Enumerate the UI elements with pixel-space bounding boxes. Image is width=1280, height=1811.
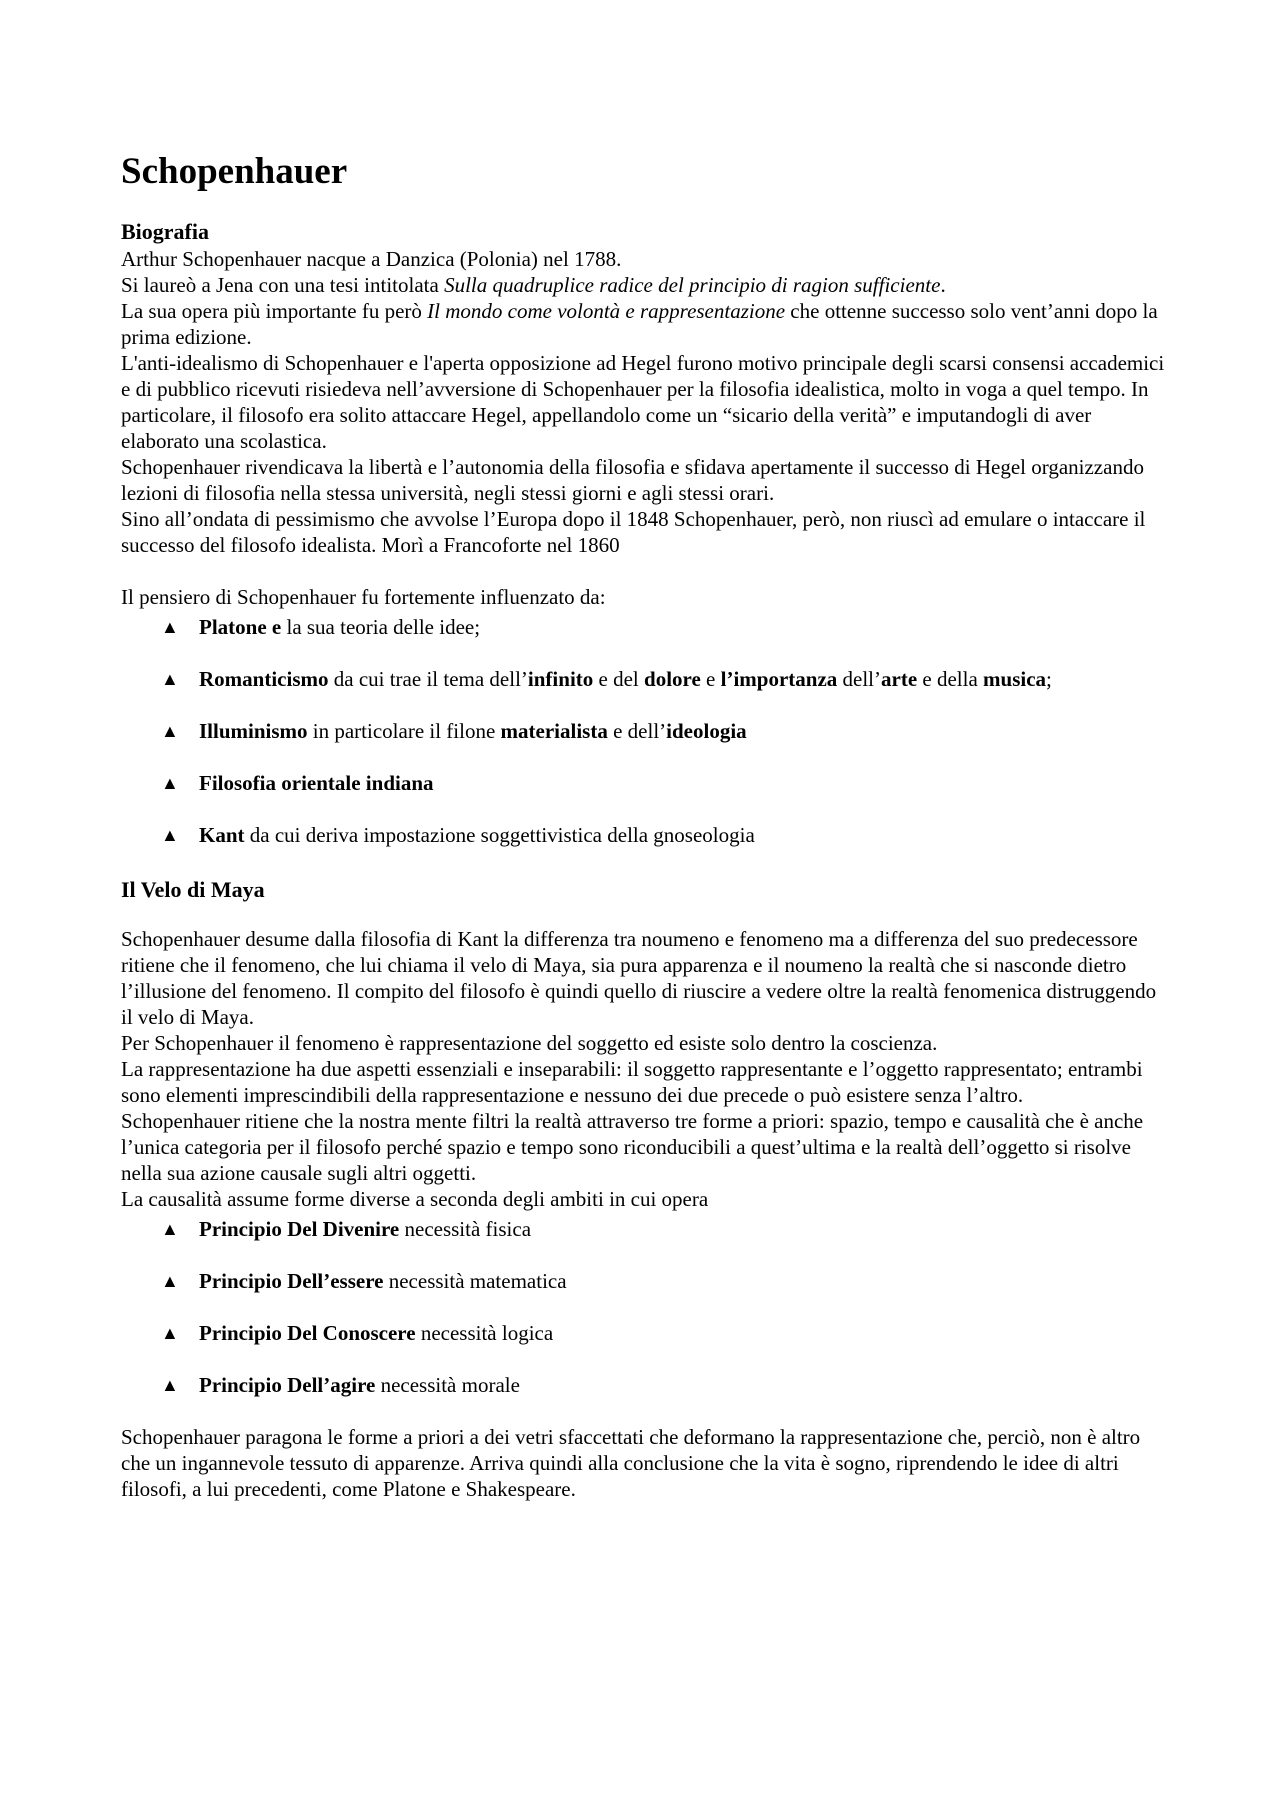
triangle-bullet-icon: ▲ [161, 1375, 179, 1395]
list-item: ▲ Platone e la sua teoria delle idee; [161, 615, 481, 639]
section-heading-velo-di-maya: Il Velo di Maya [121, 877, 265, 902]
list-item: ▲ Principio Dell’agire necessità morale [161, 1373, 520, 1397]
maya-paragraph: Schopenhauer desume dalla filosofia di Kant la differenza tra noumeno e fenomeno ma a differenza del suo predecessore ritiene che il fenomeno, che lui chiama il velo di Maya, sia pura apparenza e il noumeno la realtà che si nasconde dietro l’illusione del fenomeno. Il compito del filosofo è quindi quello di riuscire a vedere oltre la realtà fenomenica distruggendo il velo di Maya. [121, 927, 1157, 1029]
triangle-bullet-icon: ▲ [161, 669, 179, 689]
maya-paragraph: Schopenhauer ritiene che la nostra mente filtri la realtà attraverso tre forme a priori: spazio, tempo e causalità che è anche l’unica categoria per il filosofo perché spazio e tempo sono riconducibili a quest’ultima e la realtà dell’oggetto si risolve nella sua azione causale sugli altri oggetti. [121, 1109, 1144, 1185]
list-item: ▲ Illuminismo in particolare il filone materialista e dell’ideologia [161, 719, 747, 743]
bio-paragraph: La sua opera più importante fu però Il mondo come volontà e rappresentazione che ottenne successo solo vent’anni dopo la prima edizione. [121, 299, 1158, 349]
maya-paragraph: Per Schopenhauer il fenomeno è rappresentazione del soggetto ed esiste solo dentro la coscienza. [121, 1031, 938, 1055]
triangle-bullet-icon: ▲ [161, 773, 179, 793]
triangle-bullet-icon: ▲ [161, 1323, 179, 1343]
list-item: ▲ Romanticismo da cui trae il tema dell’infinito e del dolore e l’importanza dell’arte e della musica; [161, 667, 1052, 691]
triangle-bullet-icon: ▲ [161, 617, 179, 637]
bio-paragraph: Arthur Schopenhauer nacque a Danzica (Polonia) nel 1788. [121, 247, 622, 271]
triangle-bullet-icon: ▲ [161, 721, 179, 741]
influences-intro: Il pensiero di Schopenhauer fu fortemente influenzato da: [121, 585, 606, 609]
bio-paragraph: Schopenhauer rivendicava la libertà e l’autonomia della filosofia e sfidava apertamente il successo di Hegel organizzando lezioni di filosofia nella stessa università, negli stessi giorni e agli stessi orari. [121, 455, 1144, 505]
list-item: ▲ Kant da cui deriva impostazione soggettivistica della gnoseologia [161, 823, 755, 847]
section-heading-biografia: Biografia [121, 219, 209, 244]
triangle-bullet-icon: ▲ [161, 825, 179, 845]
bio-paragraph: L'anti-idealismo di Schopenhauer e l'aperta opposizione ad Hegel furono motivo principale degli scarsi consensi accademici e di pubblico ricevuti risiedeva nell’avversione di Schopenhauer per la filosofia idealistica, molto in voga a quel tempo. In particolare, il filosofo era solito attaccare Hegel, appellandolo come un “sicario della verità” e imputandogli di aver elaborato una scolastica. [121, 351, 1165, 453]
list-item: ▲ Principio Del Divenire necessità fisica [161, 1217, 532, 1241]
influences-list [121, 614, 1171, 848]
list-item: ▲ Principio Del Conoscere necessità logica [161, 1321, 554, 1345]
document-title: Schopenhauer [121, 151, 348, 192]
list-item: ▲ Principio Dell’essere necessità matematica [161, 1269, 567, 1293]
maya-paragraph: La causalità assume forme diverse a seconda degli ambiti in cui opera [121, 1187, 709, 1211]
maya-paragraph: La rappresentazione ha due aspetti essenziali e inseparabili: il soggetto rappresentante e l’oggetto rappresentato; entrambi sono elementi imprescindibili della rappresentazione e nessuno dei due precede o può esistere senza l’altro. [121, 1057, 1143, 1107]
triangle-bullet-icon: ▲ [161, 1219, 179, 1239]
bio-paragraph: Sino all’ondata di pessimismo che avvolse l’Europa dopo il 1848 Schopenhauer, però, non riuscì ad emulare o intaccare il successo del filosofo idealista. Morì a Francoforte nel 1860 [121, 507, 1146, 557]
principles-list [121, 1216, 1171, 1398]
list-item: ▲ Filosofia orientale indiana [161, 771, 434, 795]
conclusion-paragraph: Schopenhauer paragona le forme a priori a dei vetri sfaccettati che deformano la rappresentazione che, perciò, non è altro che un ingannevole tessuto di apparenze. Arriva quindi alla conclusione che la vita è sogno, riprendendo le idee di altri filosofi, a lui precedenti, come Platone e Shakespeare. [121, 1425, 1141, 1501]
triangle-bullet-icon: ▲ [161, 1271, 179, 1291]
bio-paragraph: Si laureò a Jena con una tesi intitolata Sulla quadruplice radice del principio di ragion sufficiente. [121, 273, 946, 297]
document-page [121, 150, 1171, 1502]
